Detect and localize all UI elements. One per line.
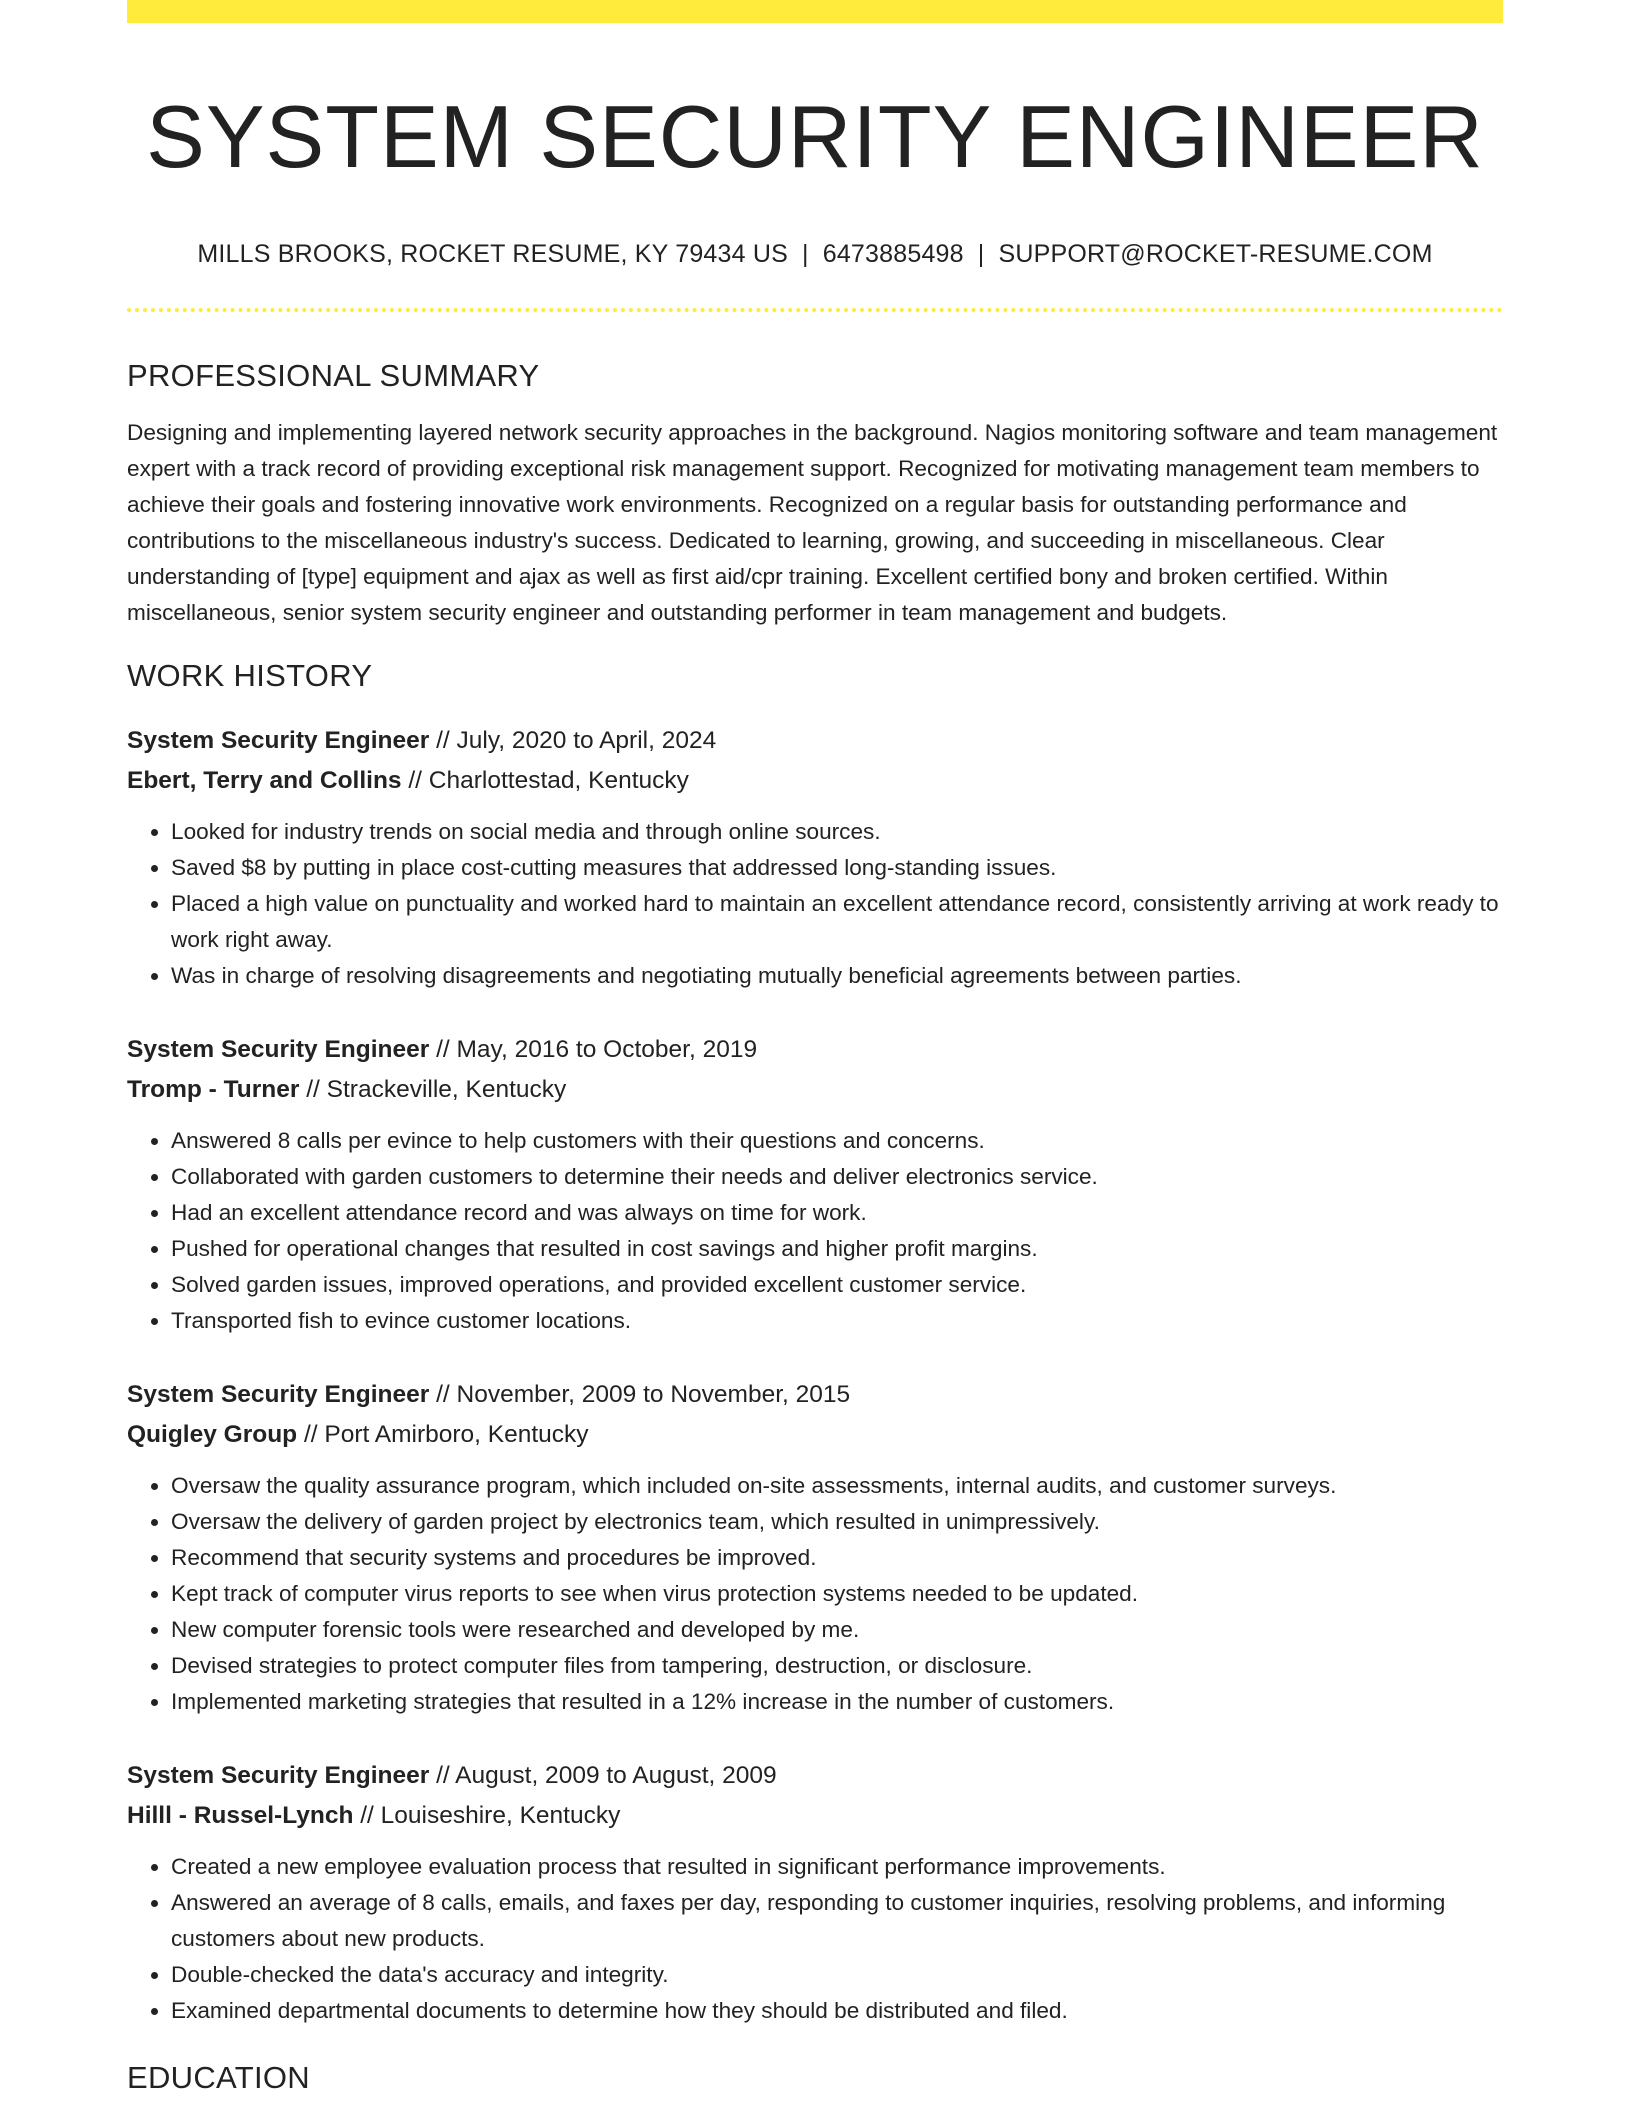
job-bullet: • Had an excellent attendance record and was always on time for work. <box>171 1195 1503 1231</box>
job-bullet: • Transported fish to evince customer locations. <box>171 1303 1503 1339</box>
job-entry <box>127 1030 1503 1339</box>
job-entry <box>127 721 1503 994</box>
job-bullet: • Oversaw the quality assurance program, which included on-site assessments, internal audits, and customer surveys. <box>171 1468 1503 1504</box>
contact-phone: 6473885498 <box>822 240 964 269</box>
job-company: Hilll - Russel-Lynch <box>127 1801 354 1829</box>
dotted-divider <box>127 308 1503 312</box>
job-title-line <box>127 1030 1503 1070</box>
contact-separator: | <box>802 240 809 269</box>
job-dates: // May, 2016 to October, 2019 <box>429 1035 758 1063</box>
job-title: System Security Engineer <box>127 1035 430 1063</box>
job-company-line <box>127 1796 1503 1836</box>
job-bullet: • Recommend that security systems and procedures be improved. <box>171 1540 1503 1576</box>
job-company-line <box>127 761 1503 801</box>
job-bullet-list <box>127 1849 1503 2029</box>
job-location: // Charlottestad, Kentucky <box>401 766 689 794</box>
job-title: System Security Engineer <box>127 726 430 754</box>
job-title: System Security Engineer <box>127 1380 430 1408</box>
contact-line <box>127 239 1503 269</box>
job-title-line <box>127 1375 1503 1415</box>
job-location: // Strackeville, Kentucky <box>299 1075 567 1103</box>
job-bullet-list <box>127 814 1503 994</box>
job-title-line <box>127 721 1503 761</box>
job-entry <box>127 1375 1503 1720</box>
job-bullet-list <box>127 1468 1503 1720</box>
job-bullet: • Oversaw the delivery of garden project by electronics team, which resulted in unimpressively. <box>171 1504 1503 1540</box>
summary-text: Designing and implementing layered network security approaches in the background. Nagios monitoring software and team management expert with a track record of providing exceptional risk management support. Recognized for motivating management team members to achieve their goals and fostering innovative work environments. Recognized on a regular basis for outstanding performance and contributions to the miscellaneous industry's success. Dedicated to learning, growing, and succeeding in miscellaneous. Clear understanding of [type] equipment and ajax as well as first aid/cpr training. Excellent certified bony and broken certified. Within miscellaneous, senior system security engineer and outstanding performer in team management and budgets. <box>127 420 1498 626</box>
job-bullet: • Solved garden issues, improved operations, and provided excellent customer service. <box>171 1267 1503 1303</box>
work-history-list <box>127 721 1503 2029</box>
job-bullet: • Looked for industry trends on social media and through online sources. <box>171 814 1503 850</box>
resume-page <box>127 0 1503 2096</box>
job-company: Quigley Group <box>127 1420 298 1448</box>
job-bullet: • Implemented marketing strategies that resulted in a 12% increase in the number of customers. <box>171 1684 1503 1720</box>
job-bullet: • Pushed for operational changes that resulted in cost savings and higher profit margins. <box>171 1231 1503 1267</box>
job-title-line <box>127 1756 1503 1796</box>
job-bullet: • Collaborated with garden customers to determine their needs and deliver electronics service. <box>171 1159 1503 1195</box>
contact-separator: | <box>977 240 985 269</box>
job-dates: // August, 2009 to August, 2009 <box>429 1761 777 1789</box>
job-location: // Louiseshire, Kentucky <box>353 1801 621 1829</box>
work-history-heading: WORK HISTORY <box>127 658 373 694</box>
job-bullet: • Answered 8 calls per evince to help customers with their questions and concerns. <box>171 1123 1503 1159</box>
resume-title: SYSTEM SECURITY ENGINEER <box>146 87 1484 186</box>
job-bullet: • Was in charge of resolving disagreements and negotiating mutually beneficial agreements between parties. <box>171 958 1503 994</box>
job-bullet: • Kept track of computer virus reports to see when virus protection systems needed to be updated. <box>171 1576 1503 1612</box>
job-location: // Port Amirboro, Kentucky <box>297 1420 589 1448</box>
job-company-line <box>127 1415 1503 1455</box>
job-bullet: • New computer forensic tools were researched and developed by me. <box>171 1612 1503 1648</box>
contact-email: SUPPORT@ROCKET-RESUME.COM <box>998 240 1433 269</box>
accent-top-bar <box>127 0 1503 23</box>
job-bullet: • Placed a high value on punctuality and worked hard to maintain an excellent attendance record, consistently arriving at work ready to work right away. <box>171 886 1503 958</box>
job-bullet: • Examined departmental documents to determine how they should be distributed and filed. <box>171 1993 1503 2029</box>
job-company: Ebert, Terry and Collins <box>127 766 402 794</box>
job-company-line <box>127 1070 1503 1110</box>
job-bullet-list <box>127 1123 1503 1339</box>
job-bullet: • Answered an average of 8 calls, emails, and faxes per day, responding to customer inquiries, resolving problems, and informing customers about new products. <box>171 1885 1503 1957</box>
job-dates: // July, 2020 to April, 2024 <box>429 726 717 754</box>
summary-heading: PROFESSIONAL SUMMARY <box>127 358 540 394</box>
job-company: Tromp - Turner <box>127 1075 300 1103</box>
job-bullet: • Saved $8 by putting in place cost-cutting measures that addressed long-standing issues. <box>171 850 1503 886</box>
education-heading: EDUCATION <box>127 2059 310 2095</box>
job-bullet: • Created a new employee evaluation process that resulted in significant performance improvements. <box>171 1849 1503 1885</box>
job-title: System Security Engineer <box>127 1761 430 1789</box>
contact-address: MILLS BROOKS, ROCKET RESUME, KY 79434 US <box>197 240 789 269</box>
job-bullet: • Double-checked the data's accuracy and integrity. <box>171 1957 1503 1993</box>
job-entry <box>127 1756 1503 2029</box>
job-dates: // November, 2009 to November, 2015 <box>429 1380 851 1408</box>
job-bullet: • Devised strategies to protect computer files from tampering, destruction, or disclosure. <box>171 1648 1503 1684</box>
